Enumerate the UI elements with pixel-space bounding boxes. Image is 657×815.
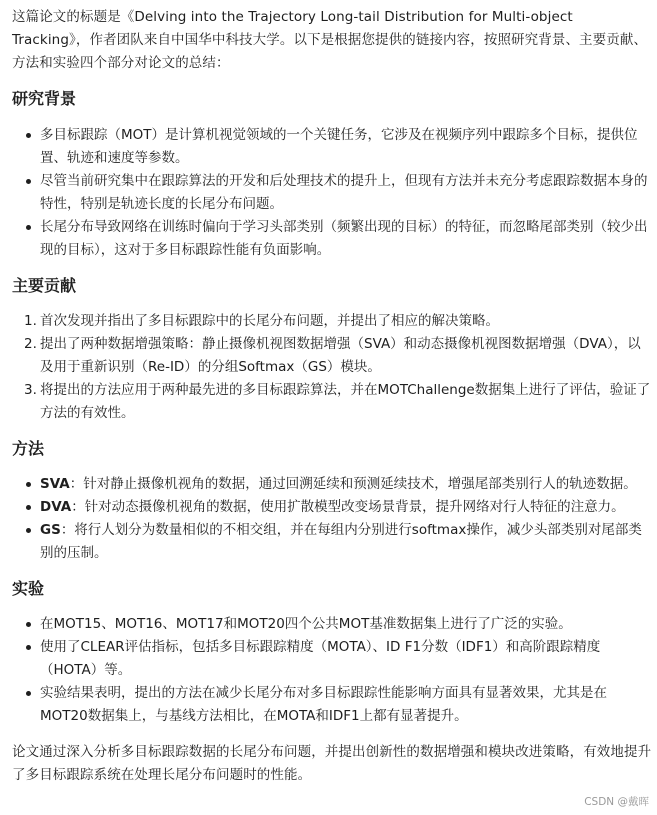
list-item: 多目标跟踪（MOT）是计算机视觉领域的一个关键任务，它涉及在视频序列中跟踪多个目标，提供位置、轨迹和速度等参数。 — [12, 124, 652, 170]
list-number: 3. — [24, 382, 37, 398]
method-term: DVA — [40, 499, 72, 515]
list-item: 使用了CLEAR评估指标，包括多目标跟踪精度（MOTA）、ID F1分数（IDF1）和高阶跟踪精度（HOTA）等。 — [12, 636, 652, 682]
method-term: GS — [40, 522, 61, 538]
list-item-text: 首次发现并指出了多目标跟踪中的长尾分布问题，并提出了相应的解决策略。 — [40, 313, 499, 329]
list-item: 尽管当前研究集中在跟踪算法的开发和后处理技术的提升上，但现有方法并未充分考虑跟踪数据本身的特性，特别是轨迹长度的长尾分布问题。 — [12, 170, 652, 216]
intro-paragraph: 这篇论文的标题是《Delving into the Trajectory Long-tail Distribution for Multi-object Tracking》，作者团队来自中国华中科技大学。以下是根据您提供的链接内容，按照研究背景、主要贡献、方法和实验四个部分对论文的总结： — [12, 9, 648, 71]
conclusion-paragraph: 论文通过深入分析多目标跟踪数据的长尾分布问题，并提出创新性的数据增强和模块改进策略，有效地提升了多目标跟踪系统在处理长尾分布问题时的性能。 — [12, 744, 652, 783]
list-item-text: 提出了两种数据增强策略：静止摄像机视图数据增强（SVA）和动态摄像机视图数据增强（DVA），以及用于重新识别（Re-ID）的分组Softmax（GS）模块。 — [40, 336, 641, 375]
contributions-list — [12, 310, 652, 425]
section-heading-background: 研究背景 — [12, 89, 77, 108]
list-item: 实验结果表明，提出的方法在减少长尾分布对多目标跟踪性能影响方面具有显著效果，尤其是在MOT20数据集上，与基线方法相比，在MOTA和IDF1上都有显著提升。 — [12, 682, 652, 728]
section-heading-contributions: 主要贡献 — [12, 276, 77, 295]
list-item: 在MOT15、MOT16、MOT17和MOT20四个公共MOT基准数据集上进行了广泛的实验。 — [12, 613, 652, 636]
list-item-text: ：针对动态摄像机视角的数据，使用扩散模型改变场景背景，提升网络对行人特征的注意力。 — [71, 499, 625, 515]
list-item — [12, 333, 652, 379]
experiments-list — [12, 613, 652, 728]
list-item: 长尾分布导致网络在训练时偏向于学习头部类别（频繁出现的目标）的特征，而忽略尾部类别（较少出现的目标），这对于多目标跟踪性能有负面影响。 — [12, 216, 652, 262]
method-term: SVA — [40, 476, 70, 492]
list-number: 2. — [24, 336, 37, 352]
list-item-text: 将提出的方法应用于两种最先进的多目标跟踪算法，并在MOTChallenge数据集上进行了评估，验证了方法的有效性。 — [40, 382, 651, 421]
list-item-text: ：将行人划分为数量相似的不相交组，并在每组内分别进行softmax操作，减少头部类别对尾部类别的压制。 — [40, 522, 642, 561]
list-item — [12, 310, 652, 333]
list-item-text: ：针对静止摄像机视角的数据，通过回溯延续和预测延续技术，增强尾部类别行人的轨迹数据。 — [69, 476, 637, 492]
csdn-watermark: CSDN @戴晖 — [584, 796, 649, 808]
list-item — [12, 519, 652, 565]
method-list — [12, 473, 652, 565]
list-item — [12, 496, 652, 519]
list-number: 1. — [24, 313, 37, 329]
list-item — [12, 473, 652, 496]
section-heading-method: 方法 — [12, 439, 45, 458]
background-list — [12, 124, 652, 262]
article-body — [12, 6, 652, 787]
section-heading-experiments: 实验 — [12, 579, 45, 598]
list-item — [12, 379, 652, 425]
